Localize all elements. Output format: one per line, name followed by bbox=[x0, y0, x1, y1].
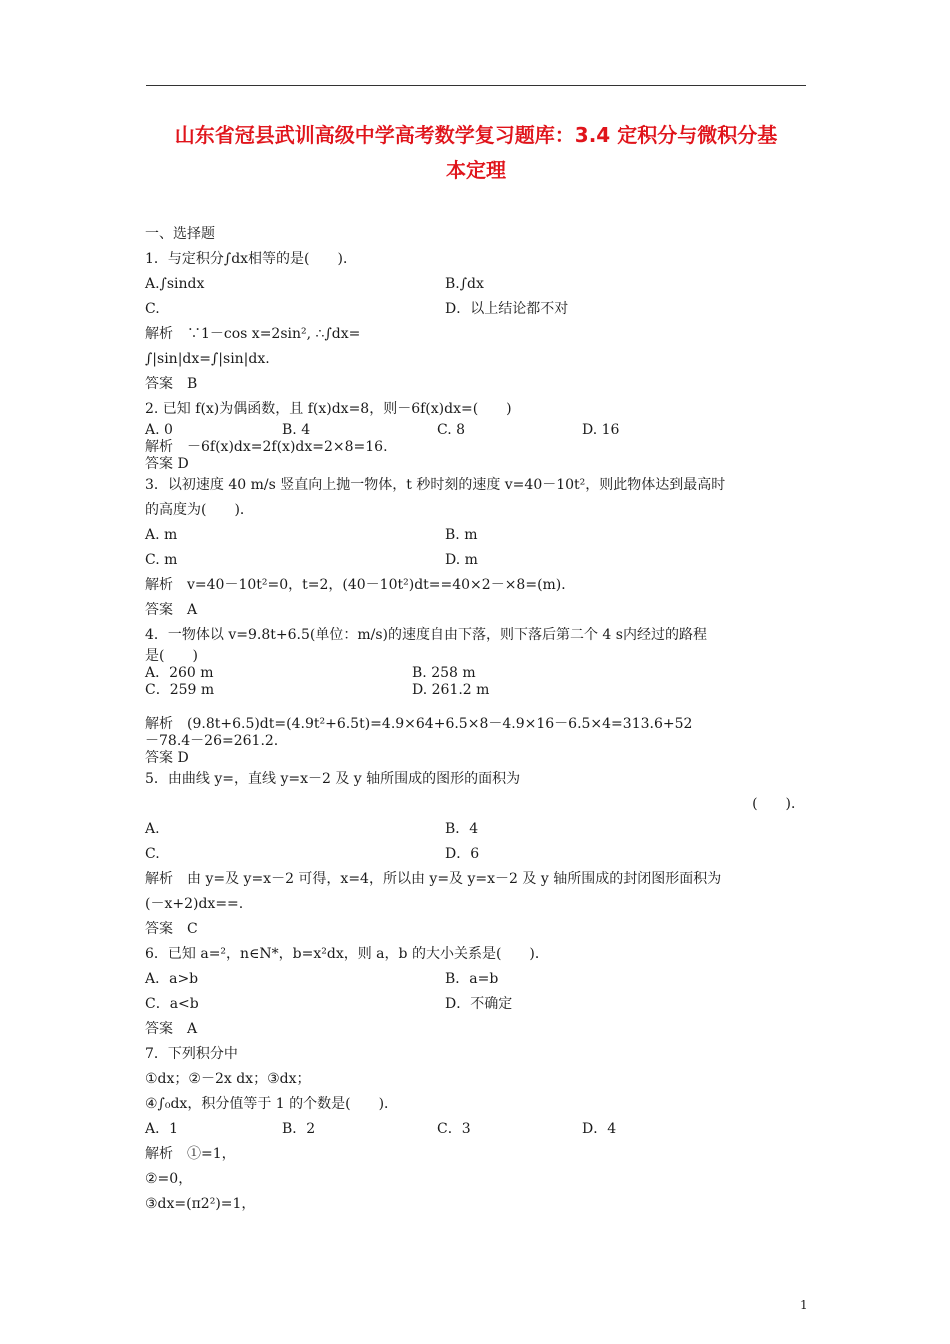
option-right: D．不确定 bbox=[445, 996, 513, 1012]
line-text: C．259 m bbox=[145, 682, 215, 698]
line-text: 解析 ①=1， bbox=[145, 1146, 236, 1162]
line-text: A.∫sindx bbox=[145, 276, 205, 292]
option-right: D. 261.2 m bbox=[412, 682, 490, 698]
text-line bbox=[145, 716, 815, 733]
line-text: C. m bbox=[145, 552, 178, 568]
text-line bbox=[145, 842, 815, 867]
text-line bbox=[145, 992, 815, 1017]
option-right: B．4 bbox=[445, 821, 479, 837]
header-rule bbox=[146, 85, 806, 86]
line-text: 是( ) bbox=[145, 648, 198, 664]
line-text: 的高度为( )． bbox=[145, 502, 254, 518]
line-text: ∫|sin|dx=∫|sin|dx. bbox=[145, 351, 270, 367]
line-text: 答案 D bbox=[145, 456, 189, 472]
text-line bbox=[145, 397, 815, 422]
text-line bbox=[145, 733, 815, 750]
text-line bbox=[145, 272, 815, 297]
text-line bbox=[145, 648, 815, 665]
line-text: 答案 D bbox=[145, 750, 189, 766]
text-line bbox=[145, 665, 815, 682]
line-text: 答案 A bbox=[145, 1021, 198, 1037]
option: C. 8 bbox=[437, 422, 466, 438]
text-line bbox=[145, 967, 815, 992]
line-text: ①dx；②－2x dx；③dx； bbox=[145, 1071, 311, 1087]
option-right: D．以上结论都不对 bbox=[445, 301, 569, 317]
text-line bbox=[145, 347, 815, 372]
text-line bbox=[145, 548, 815, 573]
text-line bbox=[145, 372, 815, 397]
line-text: A. 0 bbox=[145, 422, 173, 438]
option-right: B. m bbox=[445, 527, 478, 543]
option-right: D．6 bbox=[445, 846, 480, 862]
line-text: 5．由曲线 y=，直线 y=x－2 及 y 轴所围成的图形的面积为 bbox=[145, 771, 521, 787]
text-line bbox=[145, 1117, 815, 1142]
option: C．3 bbox=[437, 1121, 471, 1137]
text-line bbox=[145, 867, 815, 892]
text-line bbox=[145, 699, 815, 716]
text-line bbox=[145, 682, 815, 699]
option-right: B.∫dx bbox=[445, 276, 484, 292]
question-content bbox=[145, 222, 815, 1217]
document-title bbox=[146, 118, 806, 188]
line-text: 3．以初速度 40 m/s 竖直向上抛一物体，t 秒时刻的速度 v=40－10t²，则此物体达到最高时 bbox=[145, 477, 726, 493]
option: D．4 bbox=[582, 1121, 617, 1137]
line-text: A. bbox=[145, 821, 160, 837]
text-line bbox=[145, 1092, 815, 1117]
line-text: 6．已知 a=²，n∈N*，b=x²dx，则 a，b 的大小关系是( )． bbox=[145, 946, 549, 962]
line-text: 解析 －6f(x)dx=2f(x)dx=2×8=16. bbox=[145, 439, 388, 455]
line-text: 2. 已知 f(x)为偶函数，且 f(x)dx=8，则－6f(x)dx=( ) bbox=[145, 401, 512, 417]
line-text: 解析 v=40－10t²=0，t=2，(40－10t²)dt==40×2－×8=(m)． bbox=[145, 577, 576, 593]
text-line bbox=[145, 1192, 815, 1217]
line-text: 1．与定积分∫dx相等的是( )． bbox=[145, 251, 357, 267]
line-text: 一、选择题 bbox=[145, 226, 215, 242]
text-line bbox=[145, 322, 815, 347]
text-line bbox=[145, 247, 815, 272]
title-line-1: 山东省冠县武训高级中学高考数学复习题库：3.4 定积分与微积分基 bbox=[174, 123, 778, 147]
text-line bbox=[145, 1042, 815, 1067]
line-text: C. bbox=[145, 301, 160, 317]
line-text: ④∫₀dx，积分值等于 1 的个数是( )． bbox=[145, 1096, 399, 1112]
option-right: D. m bbox=[445, 552, 478, 568]
text-line bbox=[145, 750, 815, 767]
text-line bbox=[145, 917, 815, 942]
option: B．2 bbox=[282, 1121, 316, 1137]
option-right: B. 258 m bbox=[412, 665, 476, 681]
text-line bbox=[145, 439, 815, 456]
line-text: (－x+2)dx==. bbox=[145, 896, 244, 912]
text-line bbox=[145, 817, 815, 842]
line-text: A. m bbox=[145, 527, 178, 543]
line-text: 7．下列积分中 bbox=[145, 1046, 238, 1062]
line-text: A．260 m bbox=[145, 665, 214, 681]
line-text: 答案 C bbox=[145, 921, 198, 937]
text-line bbox=[145, 523, 815, 548]
line-text: C. bbox=[145, 846, 160, 862]
page-number: 1 bbox=[800, 1298, 808, 1312]
option: B. 4 bbox=[282, 422, 311, 438]
text-line bbox=[145, 942, 815, 967]
text-line bbox=[145, 573, 815, 598]
option-right: B．a=b bbox=[445, 971, 499, 987]
text-line bbox=[145, 1017, 815, 1042]
text-line bbox=[145, 792, 805, 817]
line-text: 解析 (9.8t+6.5)dt=(4.9t²+6.5t)=4.9×64+6.5×8－4.9×16－6.5×4=313.6+52 bbox=[145, 716, 693, 732]
text-line bbox=[145, 473, 815, 498]
text-line bbox=[145, 623, 815, 648]
line-text: A．1 bbox=[145, 1121, 179, 1137]
text-line bbox=[145, 767, 815, 792]
text-line bbox=[145, 1167, 815, 1192]
text-line bbox=[145, 1142, 815, 1167]
line-text: 解析 ∵1－cos x=2sin², ∴∫dx= bbox=[145, 326, 361, 342]
text-line bbox=[145, 422, 815, 439]
line-text: 解析 由 y=及 y=x－2 可得，x=4，所以由 y=及 y=x－2 及 y 轴所围成的封闭图形面积为 bbox=[145, 871, 722, 887]
text-line bbox=[145, 297, 815, 322]
line-text: 答案 B bbox=[145, 376, 198, 392]
line-text: －78.4－26=261.2. bbox=[145, 733, 279, 749]
text-line bbox=[145, 598, 815, 623]
line-text: ②=0， bbox=[145, 1171, 193, 1187]
title-line-2: 本定理 bbox=[446, 158, 506, 182]
option: D. 16 bbox=[582, 422, 620, 438]
text-line bbox=[145, 456, 815, 473]
line-text: 4．一物体以 v=9.8t+6.5(单位：m/s)的速度自由下落，则下落后第二个 4 s内经过的路程 bbox=[145, 627, 707, 643]
text-line bbox=[145, 1067, 815, 1092]
text-line bbox=[145, 498, 815, 523]
line-text: A．a>b bbox=[145, 971, 199, 987]
text-line bbox=[145, 892, 815, 917]
line-text: ③dx=(π2²)=1， bbox=[145, 1196, 256, 1212]
line-text: ( )． bbox=[752, 796, 805, 812]
line-text: 答案 A bbox=[145, 602, 198, 618]
line-text: C．a<b bbox=[145, 996, 199, 1012]
text-line bbox=[145, 222, 815, 247]
